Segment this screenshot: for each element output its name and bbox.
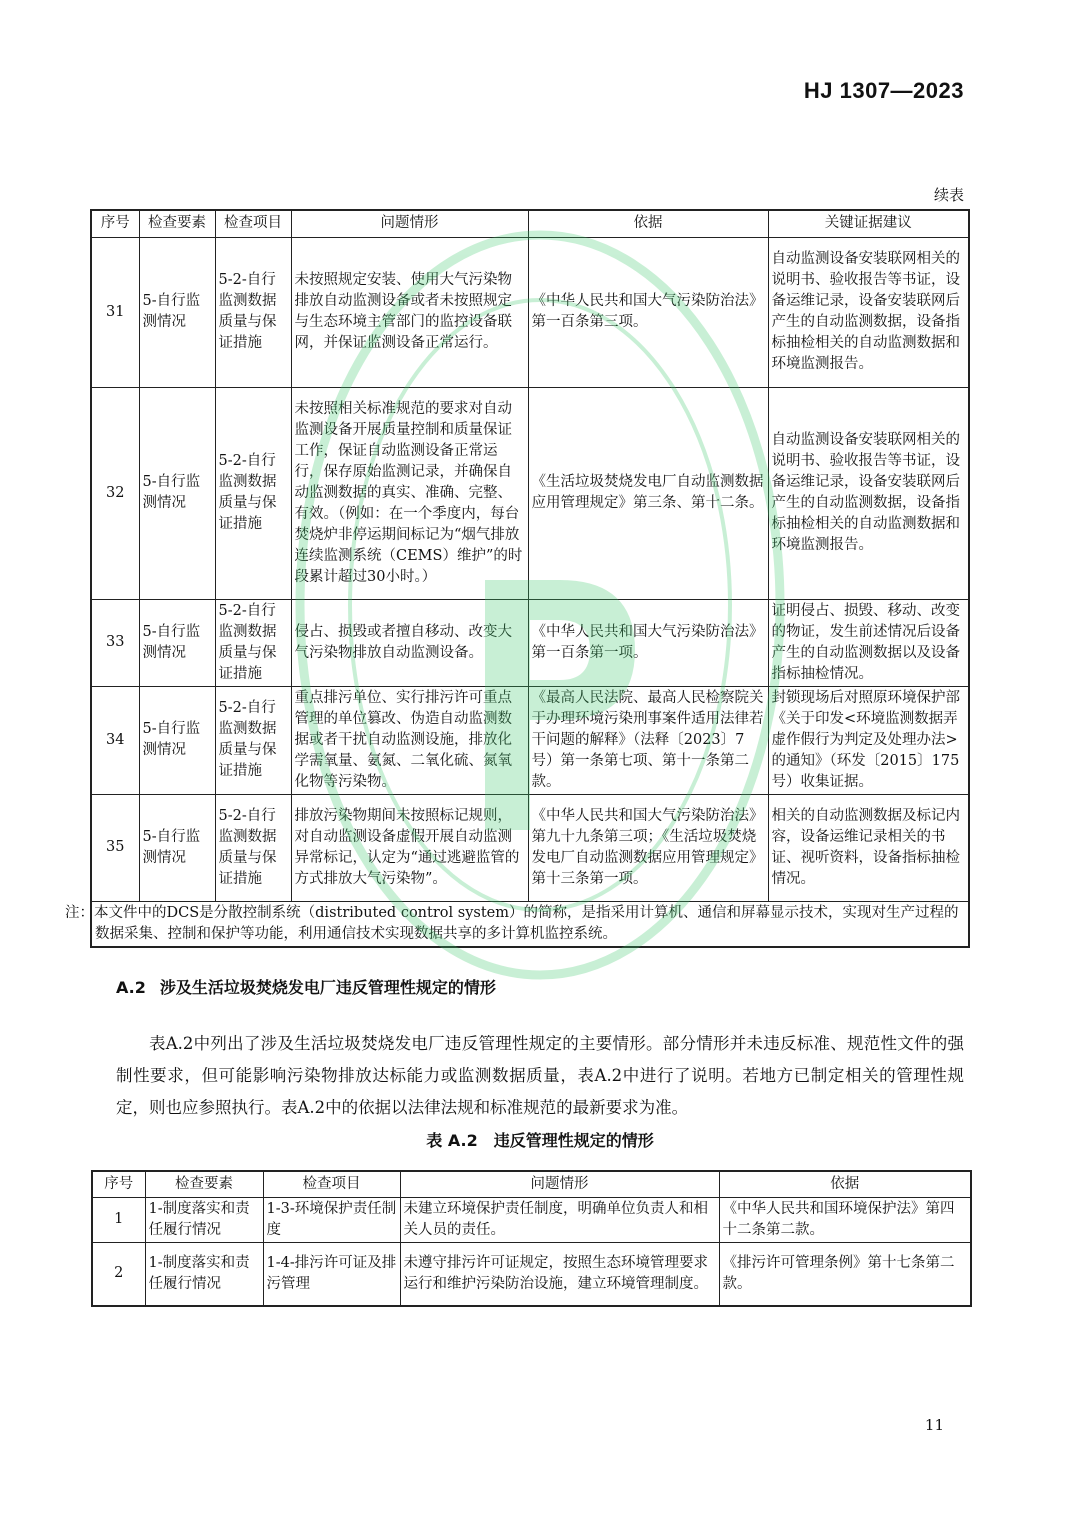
row-item: 5-2-自行监测数据质量与保证措施 bbox=[215, 794, 291, 901]
row-problem: 未建立环境保护责任制度，明确单位负责人和相关人员的责任。 bbox=[400, 1197, 719, 1242]
section-heading bbox=[116, 975, 496, 998]
row-element: 5-自行监测情况 bbox=[139, 686, 215, 794]
continued-label: 续表 bbox=[933, 186, 964, 204]
row-item: 5-2-自行监测数据质量与保证措施 bbox=[215, 686, 291, 794]
section-title: 涉及生活垃圾焚烧发电厂违反管理性规定的情形 bbox=[159, 978, 496, 997]
row-element: 5-自行监测情况 bbox=[139, 599, 215, 686]
row-basis: 《最高人民法院、最高人民检察院关于办理环境污染刑事案件适用法律若干问题的解释》（法释〔2023〕7号）第一条第七项、第十一条第二款。 bbox=[528, 686, 768, 794]
page-number: 11 bbox=[924, 1416, 944, 1434]
row-no: 31 bbox=[91, 237, 139, 387]
col-header-item: 检查项目 bbox=[215, 210, 291, 237]
col-header-evidence: 关键证据建议 bbox=[768, 210, 969, 237]
table-row bbox=[91, 237, 969, 387]
table-header-row bbox=[91, 210, 969, 237]
table-note-row bbox=[91, 901, 969, 947]
row-problem: 未按照规定安装、使用大气污染物排放自动监测设备或者未按照规定与生态环境主管部门的监控设备联网，并保证监测设备正常运行。 bbox=[291, 237, 528, 387]
col-header-basis: 依据 bbox=[528, 210, 768, 237]
row-item: 5-2-自行监测数据质量与保证措施 bbox=[215, 599, 291, 686]
table-row bbox=[91, 794, 969, 901]
row-basis: 《中华人民共和国大气污染防治法》第一百条第三项。 bbox=[528, 237, 768, 387]
row-problem: 重点排污单位、实行排污许可重点管理的单位篡改、伪造自动监测数据或者干扰自动监测设施，排放化学需氧量、氨氮、二氧化硫、氮氧化物等污染物。 bbox=[291, 686, 528, 794]
table-a1-continued bbox=[65, 209, 970, 948]
row-problem: 排放污染物期间未按照标记规则，对自动监测设备虚假开展自动监测异常标记，认定为“通过逃避监管的方式排放大气污染物”。 bbox=[291, 794, 528, 901]
col-header-no: 序号 bbox=[92, 1171, 145, 1197]
row-evidence: 自动监测设备安装联网相关的说明书、验收报告等书证，设备运维记录，设备安装联网后产生的自动监测数据，设备指标抽检相关的自动监测数据和环境监测报告。 bbox=[768, 387, 969, 599]
col-header-element: 检查要素 bbox=[145, 1171, 263, 1197]
table-row bbox=[92, 1242, 971, 1306]
row-basis: 《排污许可管理条例》第十七条第二款。 bbox=[719, 1242, 971, 1306]
table-row bbox=[91, 599, 969, 686]
col-header-no: 序号 bbox=[91, 210, 139, 237]
row-item: 5-2-自行监测数据质量与保证措施 bbox=[215, 387, 291, 599]
section-number: A.2 bbox=[116, 978, 146, 997]
row-no: 34 bbox=[91, 686, 139, 794]
row-basis: 《中华人民共和国大气污染防治法》第九十九条第三项；《生活垃圾焚烧发电厂自动监测数据应用管理规定》第十三条第一项。 bbox=[528, 794, 768, 901]
col-header-basis: 依据 bbox=[719, 1171, 971, 1197]
table-row bbox=[92, 1197, 971, 1242]
row-no: 1 bbox=[92, 1197, 145, 1242]
table-a2 bbox=[91, 1170, 972, 1307]
row-element: 1-制度落实和责任履行情况 bbox=[145, 1242, 263, 1306]
row-no: 35 bbox=[91, 794, 139, 901]
row-evidence: 相关的自动监测数据及标记内容，设备运维记录相关的书证、视听资料，设备指标抽检情况。 bbox=[768, 794, 969, 901]
row-item: 1-4-排污许可证及排污管理 bbox=[263, 1242, 400, 1306]
row-problem: 未遵守排污许可证规定，按照生态环境管理要求运行和维护污染防治设施，建立环境管理制度。 bbox=[400, 1242, 719, 1306]
row-basis: 《中华人民共和国大气污染防治法》第一百条第一项。 bbox=[528, 599, 768, 686]
col-header-element: 检查要素 bbox=[139, 210, 215, 237]
row-evidence: 证明侵占、损毁、移动、改变的物证，发生前述情况后设备产生的自动监测数据以及设备指标抽检情况。 bbox=[768, 599, 969, 686]
row-problem: 未按照相关标准规范的要求对自动监测设备开展质量控制和质量保证工作，保证自动监测设备正常运行，保存原始监测记录，并确保自动监测数据的真实、准确、完整、有效。（例如：在一个季度内，每台焚烧炉非停运期间标记为“烟气排放连续监测系统（CEMS）维护”的时段累计超过30小时。） bbox=[291, 387, 528, 599]
row-no: 33 bbox=[91, 599, 139, 686]
row-evidence: 封锁现场后对照原环境保护部《关于印发<环境监测数据弄虚作假行为判定及处理办法>的通知》（环发〔2015〕175号）收集证据。 bbox=[768, 686, 969, 794]
row-basis: 《生活垃圾焚烧发电厂自动监测数据应用管理规定》第三条、第十二条。 bbox=[528, 387, 768, 599]
row-no: 32 bbox=[91, 387, 139, 599]
table-row bbox=[91, 686, 969, 794]
row-basis: 《中华人民共和国环境保护法》第四十二条第二款。 bbox=[719, 1197, 971, 1242]
row-element: 1-制度落实和责任履行情况 bbox=[145, 1197, 263, 1242]
table-a2-caption: 表 A.2 违反管理性规定的情形 bbox=[426, 1131, 654, 1150]
row-problem: 侵占、损毁或者擅自移动、改变大气污染物排放自动监测设备。 bbox=[291, 599, 528, 686]
row-element: 5-自行监测情况 bbox=[139, 237, 215, 387]
table-note: 注：本文件中的DCS是分散控制系统（distributed control system）的简称，是指采用计算机、通信和屏幕显示技术，实现对生产过程的数据采集、控制和保护等功能，利用通信技术实现数据共享的多计算机监控系统。 bbox=[91, 901, 969, 947]
standard-code: HJ 1307—2023 bbox=[803, 78, 964, 103]
section-paragraph: 表A.2中列出了涉及生活垃圾焚烧发电厂违反管理性规定的主要情形。部分情形并未违反标准、规范性文件的强制性要求，但可能影响污染物排放达标能力或监测数据质量，表A.2中进行了说明。若地方已制定相关的管理性规定，则也应参照执行。表A.2中的依据以法律法规和标准规范的最新要求为准。 bbox=[116, 1034, 964, 1117]
row-element: 5-自行监测情况 bbox=[139, 794, 215, 901]
row-no: 2 bbox=[92, 1242, 145, 1306]
table-header-row bbox=[92, 1171, 971, 1197]
row-item: 5-2-自行监测数据质量与保证措施 bbox=[215, 237, 291, 387]
row-item: 1-3-环境保护责任制度 bbox=[263, 1197, 400, 1242]
col-header-item: 检查项目 bbox=[263, 1171, 400, 1197]
row-element: 5-自行监测情况 bbox=[139, 387, 215, 599]
row-evidence: 自动监测设备安装联网相关的说明书、验收报告等书证，设备运维记录，设备安装联网后产生的自动监测数据，设备指标抽检相关的自动监测数据和环境监测报告。 bbox=[768, 237, 969, 387]
col-header-problem: 问题情形 bbox=[400, 1171, 719, 1197]
table-row bbox=[91, 387, 969, 599]
col-header-problem: 问题情形 bbox=[291, 210, 528, 237]
